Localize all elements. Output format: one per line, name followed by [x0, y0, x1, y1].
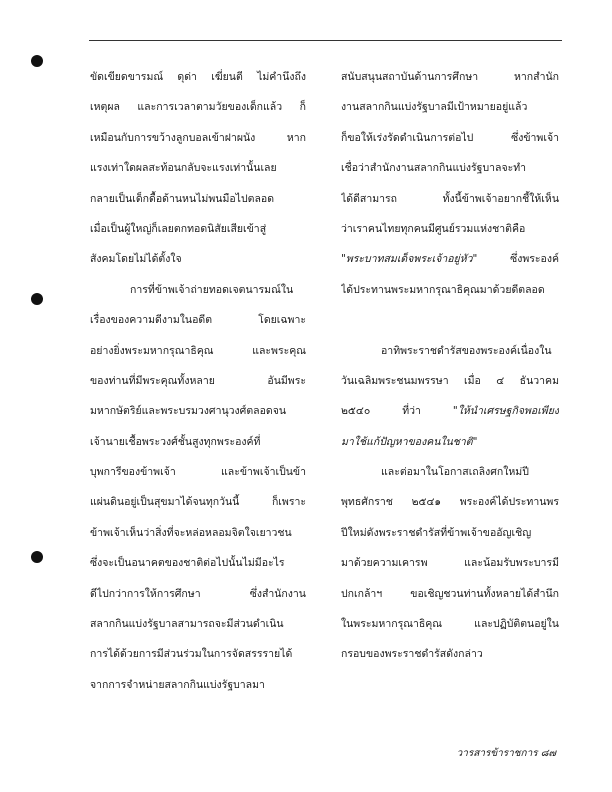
punch-hole-top	[31, 55, 43, 67]
text-segment: อาทิพระราชดำรัสของพระองค์เนื่องใน	[381, 344, 552, 357]
text-line: ดีไปกว่าการให้การศึกษา ซึ่งสำนักงาน	[90, 587, 306, 600]
punch-hole-middle	[31, 293, 43, 305]
text-line	[341, 92, 559, 122]
text-line: จากการจำหน่ายสลากกินแบ่งรัฐบาลมา	[90, 678, 265, 691]
text-line: ขัดเขียดขารมณ์ ดุด่า เฆี่ยนตี ไม่คำนึงถึง	[90, 71, 306, 83]
quoted-text: "ให้นำเศรษฐกิจพอเพียง	[452, 405, 559, 418]
text-segment: พุทธศักราช ๒๕๔๑ พระองค์ได้ประทานพร	[341, 496, 559, 509]
text-line	[341, 366, 559, 396]
text-line: บุพการีของข้าพเจ้า และข้าพเจ้าเป็นข้า	[90, 466, 306, 479]
text-segment: ปกเกล้าฯ ขอเชิญชวนท่านทั้งหลายได้สำนึก	[341, 587, 559, 600]
text-line	[341, 123, 559, 153]
text-segment: ๒๕๔๐ ที่ว่า	[341, 405, 453, 418]
right-column	[341, 62, 559, 670]
text-segment: ปีใหม่ดังพระราชดำรัสที่ข้าพเจ้าขออัญเชิญ	[341, 526, 532, 539]
text-segment: และต่อมาในโอกาสเถลิงศกใหม่ปี	[381, 466, 529, 479]
text-segment: วันเฉลิมพระชนมพรรษา เมื่อ ๔ ธันวาคม	[341, 374, 559, 387]
header-rule	[89, 40, 562, 41]
text-line	[341, 457, 559, 487]
text-segment: ในพระมหากรุณาธิคุณ และปฏิบัติตนอยู่ใน	[341, 618, 559, 631]
text-line: เหมือนกับการขว้างลูกบอลเข้าฝาผนัง หาก	[90, 131, 306, 144]
text-line	[341, 518, 559, 548]
text-line	[341, 427, 559, 457]
text-segment: ซึ่งพระองค์	[477, 253, 559, 266]
text-segment: ว่าเราคนไทยทุกคนมีศูนย์รวมแห่งชาติคือ	[341, 222, 526, 235]
text-segment: ได้ดีสามารถ ทั้งนี้ข้าพเจ้าอยากชี้ให้เห็น	[341, 192, 559, 205]
text-line: สลากกินแบ่งรัฐบาลสามารถจะมีส่วนดำเนิน	[90, 618, 284, 631]
text-segment: งานสลากกินแบ่งรัฐบาลมีเป้าหมายอยู่แล้ว	[341, 101, 528, 114]
text-line	[341, 336, 559, 366]
text-line: ซึ่งจะเป็นอนาคตของชาติต่อไปนั้นไม่มีอะไร	[90, 557, 285, 570]
paragraph-gap	[341, 305, 559, 335]
text-segment: เชื่อว่าสำนักงานสลากกินแบ่งรัฐบาลจะทำ	[341, 162, 527, 175]
punch-hole-bottom	[31, 551, 43, 563]
text-line: อย่างยิ่งพระมหากรุณาธิคุณ และพระคุณ	[90, 344, 306, 357]
text-line	[341, 487, 559, 517]
text-line: มหากษัตริย์และพระบรมวงศานุวงศ์ตลอดจน	[90, 405, 287, 418]
quoted-text: "พระบาทสมเด็จพระเจ้าอยู่หัว"	[341, 253, 478, 266]
text-segment: กรอบของพระราชดำรัสดังกล่าว	[341, 648, 483, 661]
text-line	[341, 609, 559, 639]
text-line	[341, 244, 559, 274]
text-segment: ได้ประทานพระมหากรุณาธิคุณมาด้วยดีตลอด	[341, 283, 545, 296]
text-line	[341, 184, 559, 214]
text-segment: สนับสนุนสถาบันด้านการศึกษา หากสำนัก	[341, 71, 559, 83]
text-line	[341, 153, 559, 183]
text-line	[341, 62, 559, 92]
text-line: กลายเป็นเด็กดื้อด้านหนไม่พนมือไปตลอด	[90, 192, 275, 205]
text-line	[341, 275, 559, 305]
text-line	[341, 214, 559, 244]
text-line: เรื่องของความดีงามในอดีต โดยเฉพาะ	[90, 314, 306, 327]
text-line: การได้ด้วยการมีส่วนร่วมในการจัดสรรรายได้	[90, 648, 293, 661]
text-line: เมื่อเป็นผู้ใหญ่ก็เลยตกทอดนิสัยเสียเข้าสู่	[90, 222, 267, 235]
text-segment: มาด้วยความเคารพ และน้อมรับพระบารมี	[341, 557, 559, 570]
left-column	[90, 62, 306, 700]
text-line	[341, 548, 559, 578]
text-line: การที่ข้าพเจ้าถ่ายทอดเจตนารมณ์ใน	[130, 283, 294, 296]
text-line: สังคมโดยไม่ได้ตั้งใจ	[90, 253, 182, 266]
text-line: ของท่านที่มีพระคุณทั้งหลาย อันมีพระ	[90, 374, 306, 387]
text-line: เหตุผล และการเวลาตามวัยของเด็กแล้ว ก็	[90, 101, 306, 114]
page-footer: วารสารข้าราชการ ๘๗	[456, 748, 556, 759]
text-line: เจ้านายเชื้อพระวงศ์ชั้นสูงทุกพระองค์ที่	[90, 435, 261, 448]
text-line: แผ่นดินอยู่เป็นสุขมาได้จนทุกวันนี้ ก็เพราะ	[90, 496, 306, 509]
text-line: ข้าพเจ้าเห็นว่าสิ่งที่จะหล่อหลอมจิตใจเยาวชน	[90, 526, 292, 539]
text-segment: ก็ขอให้เร่งรัดดำเนินการต่อไป ซึ่งข้าพเจ้า	[341, 131, 559, 144]
text-line: แรงเท่าใดผลสะท้อนกลับจะแรงเท่านั้นเลย	[90, 162, 277, 175]
quoted-text: มาใช้แก้ปัญหาของคนในชาติ"	[341, 435, 478, 448]
text-line	[341, 396, 559, 426]
text-line	[341, 639, 559, 669]
text-line	[341, 579, 559, 609]
